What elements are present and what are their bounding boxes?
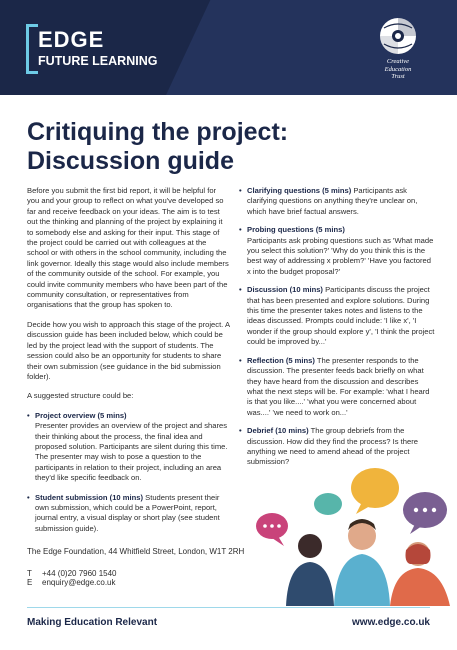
approach-paragraph: Decide how you wish to approach this stage of the project. A discussion guide has been included below, which could be led by the project lead with the support of students. The session could also be an opportunity for students to share their own submission (see guidance in the bid submission folder). — [27, 319, 230, 381]
header-banner — [0, 0, 457, 95]
left-column — [27, 186, 230, 543]
list-item-text: Students present their own submission, which could be a PowerPoint, report, journal entry, a visual display or short play (see student submission guide). — [35, 492, 220, 533]
creative-education-trust-logo-icon — [378, 16, 418, 56]
list-item-probing-questions — [239, 225, 435, 277]
contact-address: The Edge Foundation, 44 Whitfield Street, London, W1T 2RH — [27, 547, 245, 556]
creative-education-trust-wordmark — [362, 58, 434, 81]
list-item-heading: Clarifying questions (5 mins) — [247, 186, 352, 195]
list-item-heading: Discussion (10 mins) — [247, 285, 323, 295]
structure-list-right — [239, 186, 435, 468]
phone-label: T — [27, 569, 32, 578]
list-item-heading: Project overview (5 mins) — [35, 410, 127, 420]
list-item-debrief — [239, 426, 435, 468]
structure-intro: A suggested structure could be: — [27, 391, 134, 401]
edge-logo-bracket — [26, 24, 38, 74]
list-item-heading: Debrief (10 mins) — [247, 426, 309, 436]
footer-website-link[interactable]: www.edge.co.uk — [352, 617, 430, 628]
list-item-project-overview — [27, 411, 230, 484]
list-item-clarifying-questions — [239, 186, 435, 217]
discussion-people-illustration — [250, 466, 457, 606]
list-item-text: The group debriefs from the discussion. How did they find the process? Is there anything we need to amend ahead of the project submission? — [247, 426, 418, 467]
edge-logo-word: EDGE — [38, 27, 105, 52]
contact-email-row — [27, 578, 116, 587]
list-item-text: Participants discuss the project that has been presented and explore solutions. During this time the presenter takes notes and listens to the ideas discussed. Prompts could include: 'I like x', 'I wonder if the group should explore y', 'I think the project could be improved by...' — [247, 285, 435, 347]
list-item-discussion — [239, 285, 435, 347]
person-center-icon — [334, 519, 390, 606]
right-column — [239, 186, 435, 476]
title-line-1: Critiquing the project: — [27, 118, 289, 146]
intro-paragraph: Before you submit the first bid report, it will be helpful for you and your group to reflect on what you've developed so far and receive feedback on your ideas. The aim is to test out the thinking and planning of the project by explaining it to somebody else and asking for their input. This stage of the project could be carried out with colleagues at the school or with others in the school community, including the link governor. Ideally this stage would also include members of the community outside of the school. For example, you could invite community members who have been part of the community consultation, or representatives from organisations that the group has spoken to. — [27, 186, 229, 310]
email-label: E — [27, 578, 33, 587]
list-item-text: The presenter responds to the discussion. The presenter feeds back briefly on what they have heard from the discussion and describes what the next steps will be. For example: 'what I heard is that you like....' 'what you were concerned about was....' 'we need to work on...' — [247, 355, 430, 417]
list-item-text: Participants ask probing questions such as 'What made you select this solution?' 'Why do you think this is the best way of addressing x problem?' 'Have you factored x into the budget proposal?' — [247, 235, 434, 276]
list-item-student-submission — [27, 493, 230, 535]
contact-phone-row — [27, 569, 117, 578]
speech-bubble-yellow-icon — [351, 468, 399, 514]
list-item-heading: Reflection (5 mins) — [247, 355, 315, 365]
list-item-heading: Probing questions (5 mins) — [247, 225, 345, 235]
list-item-text: Participants ask clarifying questions on anything they're unclear on, which have brief factual answers. — [247, 186, 418, 216]
list-item-heading: Student submission (10 mins) — [35, 492, 144, 502]
title-line-2: Discussion guide — [27, 147, 234, 175]
footer-divider — [27, 607, 430, 608]
speech-bubble-teal-icon — [314, 493, 342, 515]
cet-line-1: Creative — [386, 58, 410, 65]
speech-bubble-pink-icon — [256, 513, 288, 546]
cet-line-3: Trust — [391, 73, 405, 80]
list-item-reflection — [239, 356, 435, 418]
person-right-icon — [390, 542, 450, 606]
phone-number: +44 (0)20 7960 1540 — [42, 569, 117, 578]
person-left-icon — [286, 534, 334, 606]
edge-logo-sub: FUTURE LEARNING — [38, 54, 158, 68]
email-address[interactable]: enquiry@edge.co.uk — [42, 578, 116, 587]
structure-list-left — [27, 411, 230, 534]
list-item-text: Presenter provides an overview of the project and shares their thinking about the process, the final idea and proposed solution. Participants are silent during this time. The presenter may wish to pose a question to the participants in relation to their project, including an area they'd like specific feedback on. — [35, 421, 228, 483]
footer-tagline: Making Education Relevant — [27, 617, 158, 628]
speech-bubble-purple-icon — [403, 492, 447, 534]
page-title — [27, 118, 288, 176]
cet-line-2: Education — [384, 65, 412, 73]
